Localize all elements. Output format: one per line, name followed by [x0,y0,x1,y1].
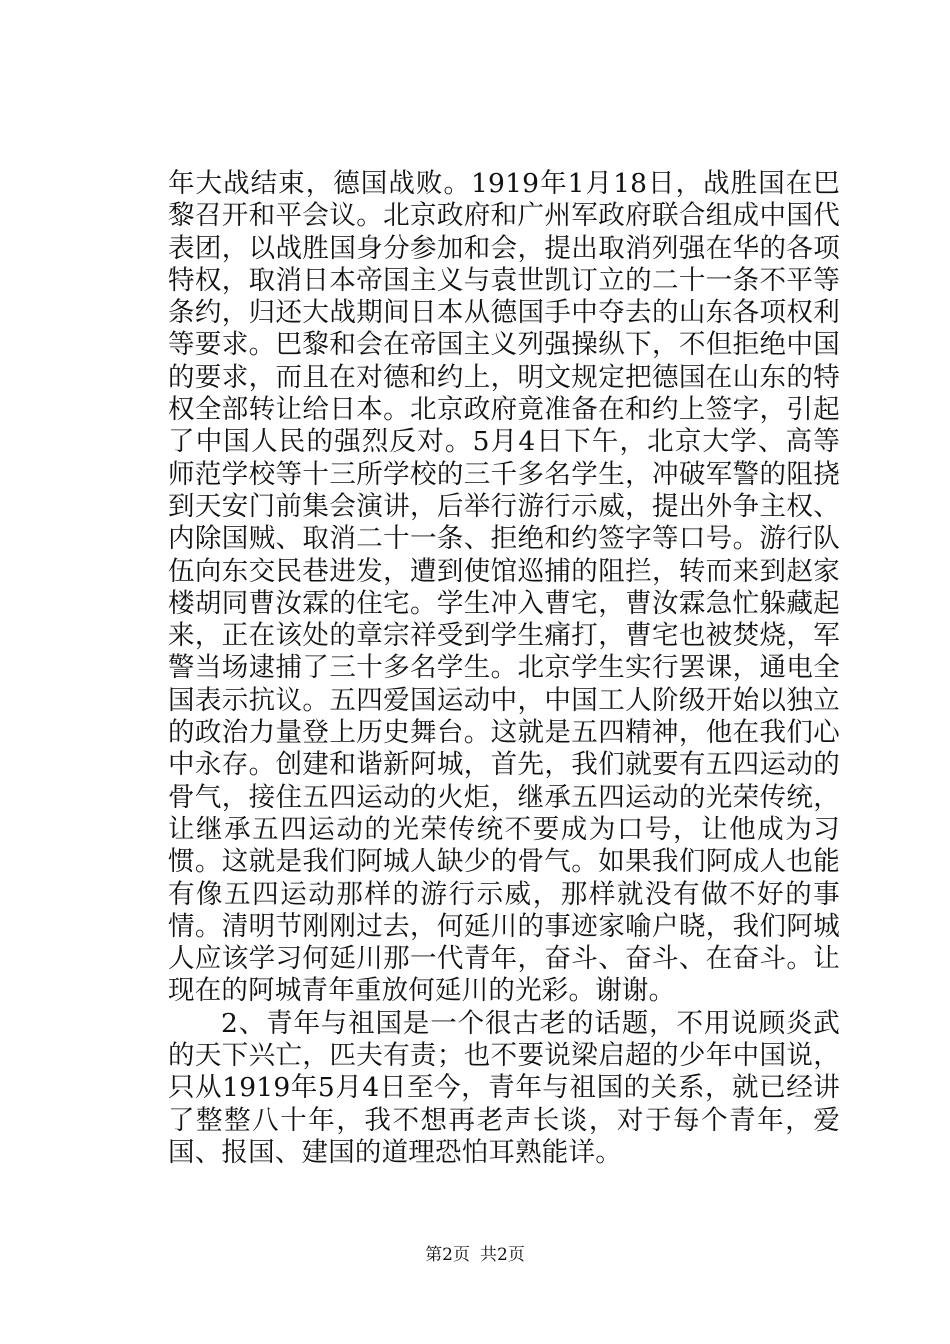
page-total: 共2页 [480,1245,525,1265]
paragraph-continuation: 年大战结束，德国战败。1919年1月18日，战胜国在巴黎召开和平会议。北京政府和广州军政府联合组成中国代表团，以战胜国身分参加和会，提出取消列强在华的各项特权，取消日本帝国主义与袁世凯订立的二十一条不平等条约，归还大战期间日本从德国手中夺去的山东各项权利等要求。巴黎和会在帝国主义列强操纵下，不但拒绝中国的要求，而且在对德和约上，明文规定把德国在山东的特权全部转让给日本。北京政府竟准备在和约上签字，引起了中国人民的强烈反对。5月4日下午，北京大学、高等师范学校等十三所学校的三千多名学生，冲破军警的阻挠到天安门前集会演讲，后举行游行示威，提出外争主权、内除国贼、取消二十一条、拒绝和约签字等口号。游行队伍向东交民巷进发，遭到使馆巡捕的阻拦，转而来到赵家楼胡同曹汝霖的住宅。学生冲入曹宅，曹汝霖急忙躲藏起来，正在该处的章宗祥受到学生痛打，曹宅也被焚烧，军警当场逮捕了三十多名学生。北京学生实行罢课，通电全国表示抗议。五四爱国运动中，中国工人阶级开始以独立的政治力量登上历史舞台。这就是五四精神，他在我们心中永存。创建和谐新阿城，首先，我们就要有五四运动的骨气，接住五四运动的火炬，继承五四运动的光荣传统，让继承五四运动的光荣传统不要成为口号，让他成为习惯。这就是我们阿城人缺少的骨气。如果我们阿成人也能有像五四运动那样的游行示威，那样就没有做不好的事情。清明节刚刚过去，何延川的事迹家喻户晓，我们阿城人应该学习何延川那一代青年，奋斗、奋斗、在奋斗。让现在的阿城青年重放何延川的光彩。谢谢。 [168,168,840,1007]
page-number: 第2页 [425,1245,470,1265]
paragraph-2: 2、青年与祖国是一个很古老的话题，不用说顾炎武的天下兴亡，匹夫有责；也不要说梁启超的少年中国说，只从1919年5月4日至今，青年与祖国的关系，就已经讲了整整八十年，我不想再老声长谈，对于每个青年，爱国、报国、建国的道理恐怕耳熟能详。 [168,1007,840,1168]
page-footer [0,1244,950,1266]
document-body [168,168,840,1169]
